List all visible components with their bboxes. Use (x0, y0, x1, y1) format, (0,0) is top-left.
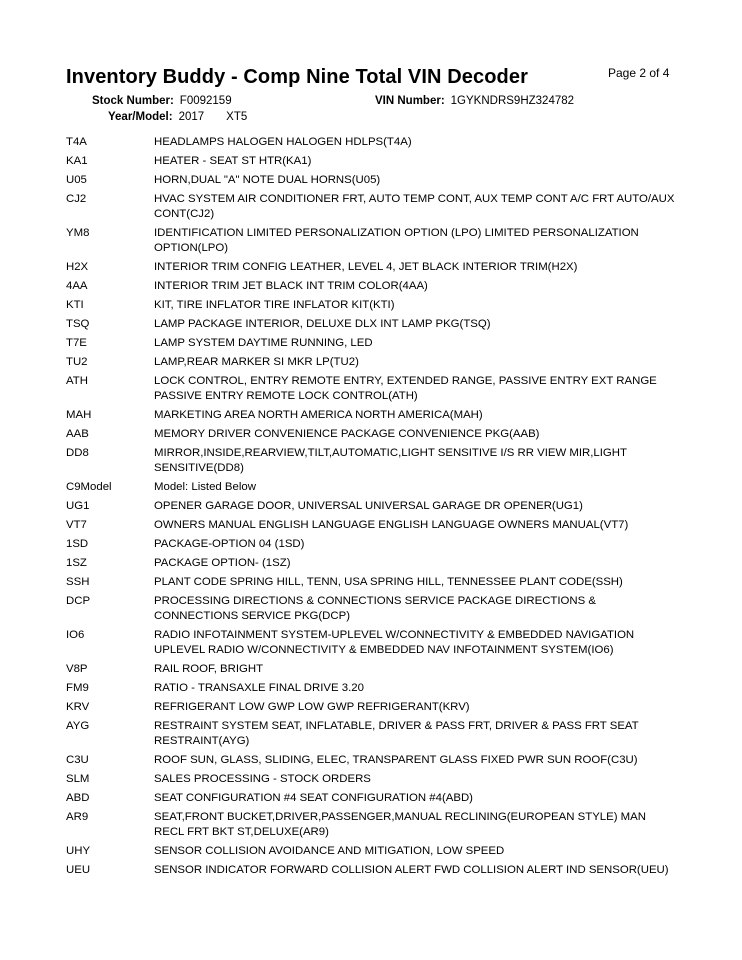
option-code: SLM (66, 773, 90, 785)
option-code: DD8 (66, 447, 89, 459)
option-description: RESTRAINT SYSTEM SEAT, INFLATABLE, DRIVER & PASS FRT, DRIVER & PASS FRT SEAT RESTRAINT(AYG) (154, 720, 639, 747)
option-code: C3U (66, 754, 89, 766)
option-description: SENSOR INDICATOR FORWARD COLLISION ALERT FWD COLLISION ALERT IND SENSOR(UEU) (154, 864, 669, 876)
option-row (66, 408, 678, 423)
option-code: DCP (66, 595, 91, 607)
option-code: YM8 (66, 227, 90, 239)
option-description: PACKAGE-OPTION 04 (1SD) (154, 538, 305, 550)
option-code: T4A (66, 136, 87, 148)
option-code: 1SZ (66, 557, 87, 569)
option-code: MAH (66, 409, 92, 421)
option-code: KA1 (66, 155, 88, 167)
option-code: IO6 (66, 629, 85, 641)
option-description: LAMP,REAR MARKER SI MKR LP(TU2) (154, 356, 359, 368)
option-row (66, 317, 678, 332)
option-description: SALES PROCESSING - STOCK ORDERS (154, 773, 371, 785)
option-row (66, 279, 678, 294)
option-row (66, 628, 678, 658)
option-code: UHY (66, 845, 91, 857)
document-title: Inventory Buddy - Comp Nine Total VIN Decoder (66, 66, 528, 88)
option-list (66, 135, 678, 882)
stock-number-label: Stock Number: (92, 95, 174, 107)
option-row (66, 374, 678, 404)
option-row (66, 753, 678, 768)
option-code: AYG (66, 720, 90, 732)
option-row (66, 446, 678, 476)
option-description: MARKETING AREA NORTH AMERICA NORTH AMERICA(MAH) (154, 409, 483, 421)
option-row (66, 863, 678, 878)
option-description: IDENTIFICATION LIMITED PERSONALIZATION OPTION (LPO) LIMITED PERSONALIZATION OPTION(LPO) (154, 227, 639, 254)
option-row (66, 154, 678, 169)
option-row (66, 298, 678, 313)
option-description: Model: Listed Below (154, 481, 256, 493)
option-row (66, 844, 678, 859)
option-description: OPENER GARAGE DOOR, UNIVERSAL UNIVERSAL GARAGE DR OPENER(UG1) (154, 500, 583, 512)
option-description: LAMP SYSTEM DAYTIME RUNNING, LED (154, 337, 373, 349)
option-row (66, 791, 678, 806)
option-row (66, 173, 678, 188)
option-description: MEMORY DRIVER CONVENIENCE PACKAGE CONVENIENCE PKG(AAB) (154, 428, 540, 440)
option-code: AAB (66, 428, 89, 440)
option-row (66, 594, 678, 624)
stock-number-value: F0092159 (179, 95, 232, 107)
option-code: C9Model (66, 481, 112, 493)
option-code: SSH (66, 576, 90, 588)
option-code: 4AA (66, 280, 88, 292)
option-description: HVAC SYSTEM AIR CONDITIONER FRT, AUTO TEMP CONT, AUX TEMP CONT A/C FRT AUTO/AUX CONT(CJ2) (154, 193, 675, 220)
option-description: SENSOR COLLISION AVOIDANCE AND MITIGATION, LOW SPEED (154, 845, 505, 857)
option-description: PLANT CODE SPRING HILL, TENN, USA SPRING HILL, TENNESSEE PLANT CODE(SSH) (154, 576, 623, 588)
option-description: PACKAGE OPTION- (1SZ) (154, 557, 291, 569)
option-code: ATH (66, 375, 88, 387)
option-code: 1SD (66, 538, 89, 550)
model-value: XT5 (226, 111, 248, 123)
page-number: Page 2 of 4 (608, 66, 670, 80)
option-row (66, 499, 678, 514)
option-code: KRV (66, 701, 90, 713)
option-description: LAMP PACKAGE INTERIOR, DELUXE DLX INT LAMP PKG(TSQ) (154, 318, 491, 330)
option-description: HORN,DUAL "A" NOTE DUAL HORNS(U05) (154, 174, 381, 186)
option-description: RAIL ROOF, BRIGHT (154, 663, 264, 675)
option-row (66, 427, 678, 442)
option-description: LOCK CONTROL, ENTRY REMOTE ENTRY, EXTENDED RANGE, PASSIVE ENTRY EXT RANGE PASSIVE ENTRY REMOTE LOCK CONTROL(ATH) (154, 375, 657, 402)
option-code: UG1 (66, 500, 90, 512)
stock-number (92, 95, 232, 107)
vin-number-label: VIN Number: (375, 95, 445, 107)
year-model-label: Year/Model: (108, 111, 173, 123)
option-code: CJ2 (66, 193, 87, 205)
option-row (66, 355, 678, 370)
option-code: KTI (66, 299, 84, 311)
option-description: INTERIOR TRIM CONFIG LEATHER, LEVEL 4, JET BLACK INTERIOR TRIM(H2X) (154, 261, 578, 273)
year-value: 2017 (178, 111, 205, 123)
option-description: INTERIOR TRIM JET BLACK INT TRIM COLOR(4AA) (154, 280, 428, 292)
option-code: TSQ (66, 318, 90, 330)
option-description: SEAT CONFIGURATION #4 SEAT CONFIGURATION #4(ABD) (154, 792, 473, 804)
option-row (66, 226, 678, 256)
option-row (66, 575, 678, 590)
option-description: ROOF SUN, GLASS, SLIDING, ELEC, TRANSPARENT GLASS FIXED PWR SUN ROOF(C3U) (154, 754, 638, 766)
option-code: VT7 (66, 519, 87, 531)
option-row (66, 556, 678, 571)
option-description: PROCESSING DIRECTIONS & CONNECTIONS SERVICE PACKAGE DIRECTIONS & CONNECTIONS SERVICE PKG(DCP) (154, 595, 596, 622)
option-description: HEATER - SEAT ST HTR(KA1) (154, 155, 312, 167)
option-code: V8P (66, 663, 88, 675)
option-row (66, 700, 678, 715)
option-code: U05 (66, 174, 87, 186)
option-row (66, 336, 678, 351)
option-description: HEADLAMPS HALOGEN HALOGEN HDLPS(T4A) (154, 136, 412, 148)
option-code: T7E (66, 337, 87, 349)
option-description: KIT, TIRE INFLATOR TIRE INFLATOR KIT(KTI) (154, 299, 395, 311)
option-code: UEU (66, 864, 91, 876)
option-code: AR9 (66, 811, 89, 823)
option-description: RADIO INFOTAINMENT SYSTEM-UPLEVEL W/CONNECTIVITY & EMBEDDED NAVIGATION UPLEVEL RADIO W/CONNECTIVITY & EMBEDDED NAV INFOTAINMENT SYSTEM(IO6) (154, 629, 635, 656)
option-row (66, 135, 678, 150)
option-row (66, 537, 678, 552)
option-row (66, 260, 678, 275)
option-code: FM9 (66, 682, 89, 694)
option-row (66, 772, 678, 787)
option-row (66, 810, 678, 840)
option-description: OWNERS MANUAL ENGLISH LANGUAGE ENGLISH LANGUAGE OWNERS MANUAL(VT7) (154, 519, 629, 531)
option-code: H2X (66, 261, 89, 273)
option-code: ABD (66, 792, 90, 804)
option-row (66, 480, 678, 495)
year-model (108, 111, 247, 123)
option-row (66, 719, 678, 749)
option-row (66, 518, 678, 533)
option-row (66, 192, 678, 222)
vin-number (375, 95, 574, 107)
option-description: MIRROR,INSIDE,REARVIEW,TILT,AUTOMATIC,LIGHT SENSITIVE I/S RR VIEW MIR,LIGHT SENSITIVE(DD8) (154, 447, 627, 474)
option-description: RATIO - TRANSAXLE FINAL DRIVE 3.20 (154, 682, 364, 694)
option-description: SEAT,FRONT BUCKET,DRIVER,PASSENGER,MANUAL RECLINING(EUROPEAN STYLE) MAN RECL FRT BKT ST,DELUXE(AR9) (154, 811, 646, 838)
vin-number-value: 1GYKNDRS9HZ324782 (450, 95, 575, 107)
option-row (66, 681, 678, 696)
option-row (66, 662, 678, 677)
option-code: TU2 (66, 356, 88, 368)
option-description: REFRIGERANT LOW GWP LOW GWP REFRIGERANT(KRV) (154, 701, 470, 713)
